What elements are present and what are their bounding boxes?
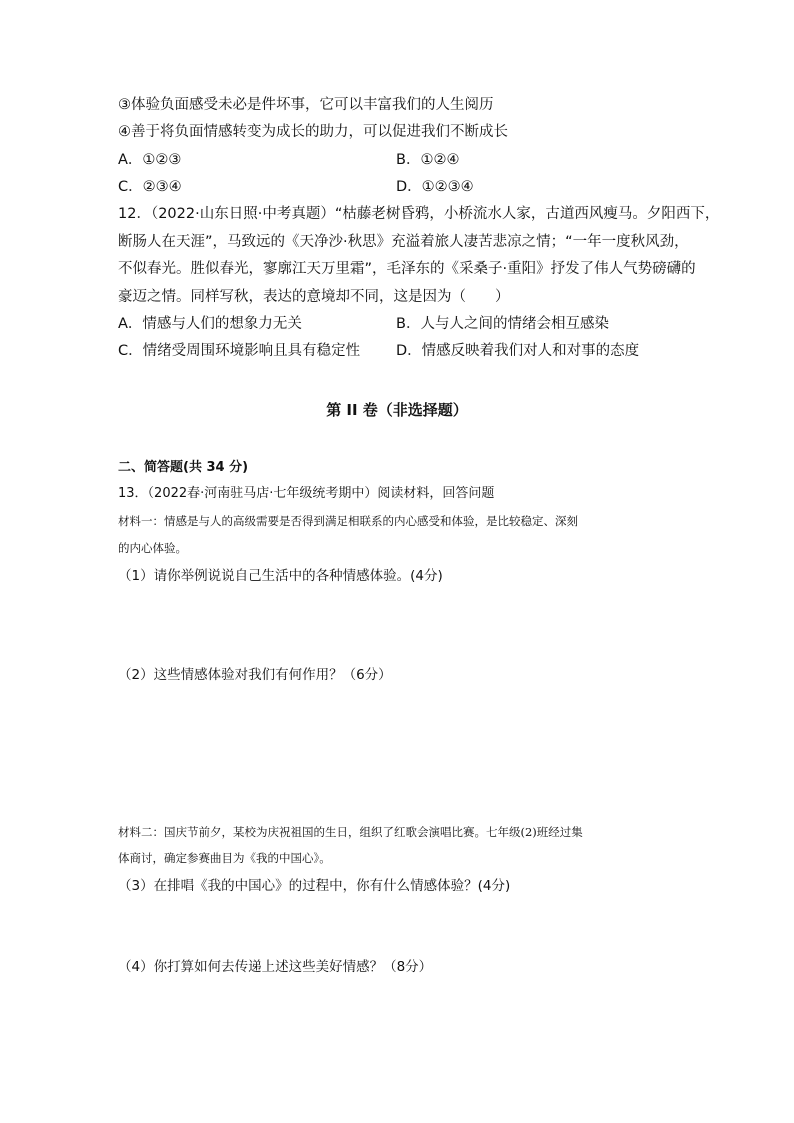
q12-line-4: 豪迈之情。同样写秋，表达的意境却不同，这是因为（ ） bbox=[118, 289, 510, 305]
section-title: 第 II 卷（非选择题） bbox=[326, 401, 468, 419]
q12-option-c: C．情绪受周围环境影响且具有稳定性 bbox=[118, 343, 361, 359]
q13-material-1-line-1: 材料一：情感是与人的高级需要是否得到满足相联系的内心感受和体验，是比较稳定、深刻 bbox=[118, 514, 578, 528]
q13-subquestion-1: （1）请你举例说说自己生活中的各种情感体验。(4分) bbox=[118, 568, 443, 584]
q11-statement-3: ③体验负面感受未必是件坏事，它可以丰富我们的人生阅历 bbox=[118, 97, 494, 113]
q12-option-d: D．情感反映着我们对人和对事的态度 bbox=[396, 343, 640, 359]
q13-subquestion-3: （3）在排唱《我的中国心》的过程中，你有什么情感体验？(4分) bbox=[118, 878, 511, 894]
q13-material-2-line-2: 体商讨，确定参赛曲目为《我的中国心》。 bbox=[118, 851, 331, 865]
q11-option-a: A．①②③ bbox=[118, 152, 182, 168]
q13-material-2-line-1: 材料二：国庆节前夕，某校为庆祝祖国的生日，组织了红歌会演唱比赛。七年级(2)班经过集 bbox=[118, 825, 583, 839]
q13-material-1-line-2: 的内心体验。 bbox=[118, 541, 187, 555]
q11-option-c: C．②③④ bbox=[118, 179, 182, 195]
q11-option-d: D．①②③④ bbox=[396, 179, 474, 195]
q12-line-1: 12．（2022·山东日照·中考真题）“枯藤老树昏鸦，小桥流水人家，古道西风瘦马。夕阳西下， bbox=[118, 206, 720, 222]
q13-intro: 13．（2022春·河南驻马店·七年级统考期中）阅读材料，回答问题 bbox=[118, 486, 495, 501]
q11-statement-4: ④善于将负面情感转变为成长的助力，可以促进我们不断成长 bbox=[118, 124, 508, 140]
q12-line-3: 不似春光。胜似春光，寥廓江天万里霜”，毛泽东的《采桑子·重阳》抒发了伟人气势磅礴的 bbox=[118, 261, 696, 277]
q12-option-b: B．人与人之间的情绪会相互感染 bbox=[396, 316, 609, 332]
q13-subquestion-4: （4）你打算如何去传递上述这些美好情感？（8分） bbox=[118, 959, 433, 975]
q12-option-a: A．情感与人们的想象力无关 bbox=[118, 316, 302, 332]
q11-option-b: B．①②④ bbox=[396, 152, 460, 168]
q12-line-2: 断肠人在天涯”，马致远的《天净沙·秋思》充溢着旅人凄苦悲凉之情；“一年一度秋风劲， bbox=[118, 234, 689, 250]
q13-subquestion-2: （2）这些情感体验对我们有何作用？（6分） bbox=[118, 667, 392, 683]
section-heading: 二、简答题(共 34 分) bbox=[118, 460, 249, 475]
